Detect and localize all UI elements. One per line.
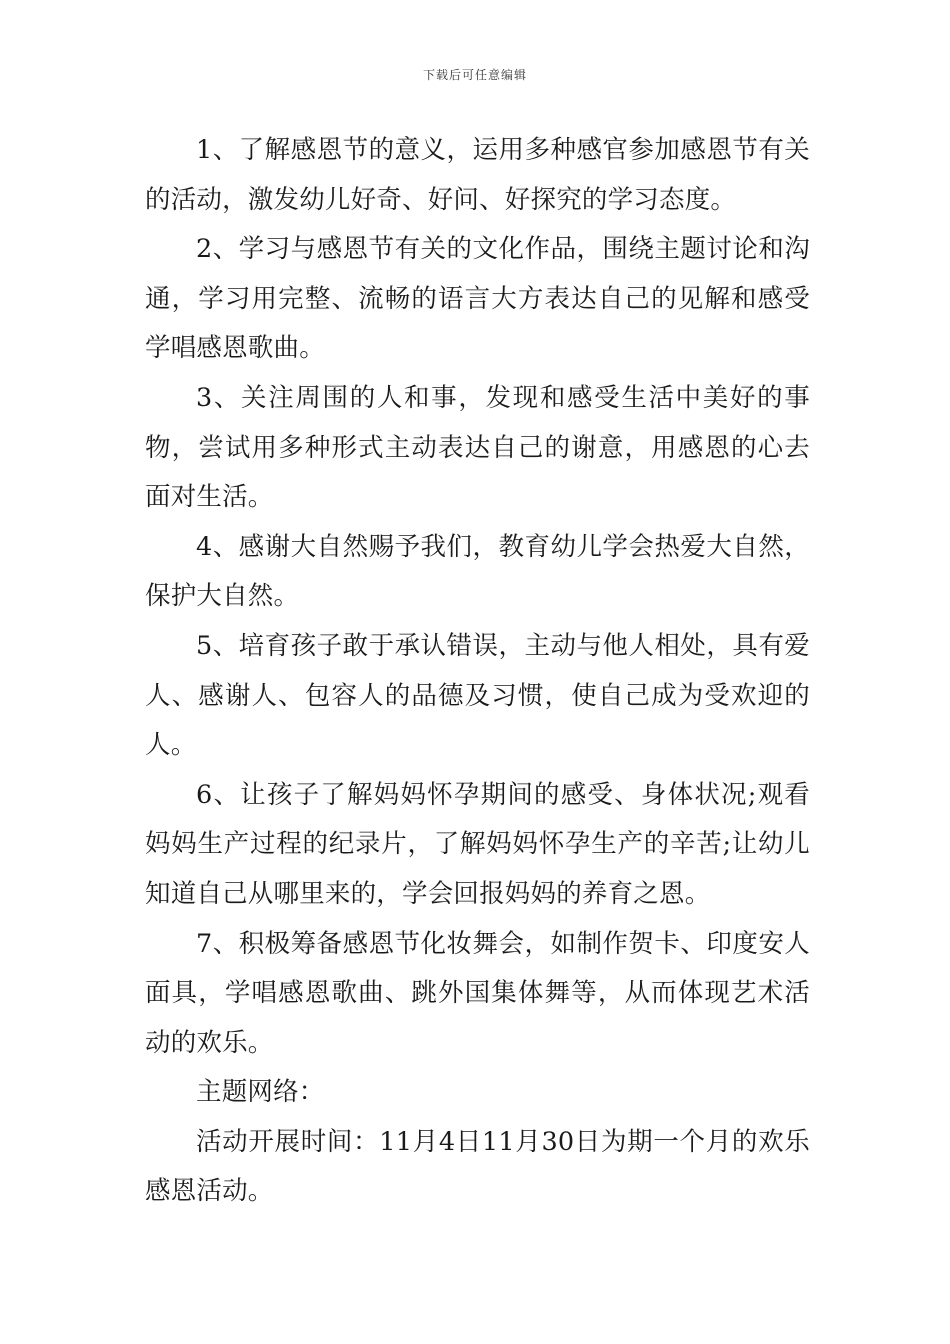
- goal-paragraph-2: 2、学习与感恩节有关的文化作品，围绕主题讨论和沟通，学习用完整、流畅的语言大方表达自己的见解和感受学唱感恩歌曲。: [145, 234, 810, 364]
- page-header-note: 下载后可任意编辑: [422, 68, 527, 82]
- goal-paragraph-5: 5、培育孩子敢于承认错误，主动与他人相处，具有爱人、感谢人、包容人的品德及习惯，使自己成为受欢迎的人。: [145, 630, 810, 761]
- goal-paragraph-7: 7、积极筹备感恩节化妆舞会，如制作贺卡、印度安人面具，学唱感恩歌曲、跳外国集体舞等，从而体现艺术活动的欢乐。: [145, 928, 810, 1058]
- goal-paragraph-4: 4、感谢大自然赐予我们，教育幼儿学会热爱大自然，保护大自然。: [145, 531, 810, 612]
- theme-network-heading: 主题网络：: [196, 1077, 325, 1108]
- goal-paragraph-6: 6、让孩子了解妈妈怀孕期间的感受、身体状况;观看妈妈生产过程的纪录片，了解妈妈怀孕生产的辛苦;让幼儿知道自己从哪里来的，学会回报妈妈的养育之恩。: [145, 779, 810, 909]
- activity-schedule-paragraph: 活动开展时间：11月4日11月30日为期一个月的欢乐感恩活动。: [145, 1126, 810, 1207]
- document-body: [145, 126, 810, 1217]
- goal-paragraph-1: 1、了解感恩节的意义，运用多种感官参加感恩节有关的活动，激发幼儿好奇、好问、好探究的学习态度。: [145, 135, 810, 215]
- goal-paragraph-3: 3、关注周围的人和事，发现和感受生活中美好的事物，尝试用多种形式主动表达自己的谢意，用感恩的心去面对生活。: [145, 382, 810, 513]
